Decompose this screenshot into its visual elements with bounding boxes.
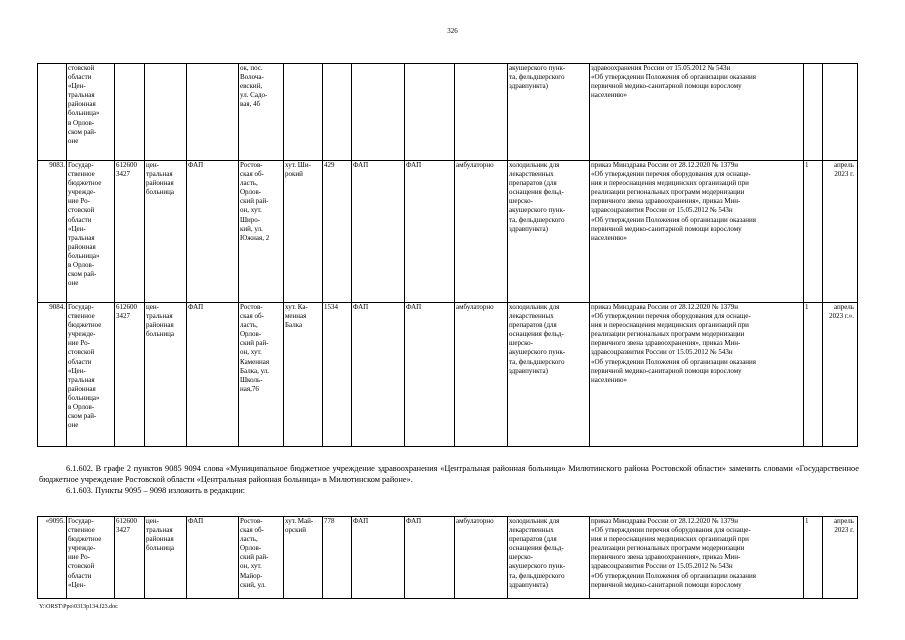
cell-address: Ростов- ская об- ласть, Орлов- ский рай- он, хут. Каменная Балка, ул. Школь- ная,76 (239, 303, 284, 447)
cell-settlement: хут. Ши- рокий (284, 161, 323, 303)
cell-care-form: амбулаторно (455, 161, 508, 303)
cell-settlement (284, 64, 323, 161)
table-row (38, 161, 858, 303)
cell-inn-code: 612600 3427 (115, 303, 145, 447)
cell-quantity: 1 (804, 517, 823, 599)
cell-regulation-order: приказ Минздрава России от 28.12.2020 № 1379н «Об утверждении перечня оборудования для оснаще- ния и переоснащения медицинских организаций при реализации региональных программ модернизации первичного звена здравоохранения», приказ Мин- здравсоцразвития России от 15.05.2012 № 543н «Об утверждении Положения об организации оказания первичной медико-санитарной помощи взрослому населению» (590, 161, 804, 303)
cell-equipment: акушерского пунк- та, фельдшерского здравпункта) (508, 64, 590, 161)
cell-inn-code (115, 64, 145, 161)
cell-regulation-order: здравоохранения России от 15.05.2012 № 543н «Об утверждении Положения об организации оказания первичной медико-санитарной помощи взрослому населению» (590, 64, 804, 161)
cell-settlement: хут. Ка- менная Балка (284, 303, 323, 447)
cell-facility-kind (352, 64, 405, 161)
cell-population: 778 (323, 517, 352, 599)
cell-care-form (455, 64, 508, 161)
cell-institution-name: Государ- ственное бюджетное учрежде- ние Ро- стовской области «Цен- тральная районная больница» в Орлов- ском рай- оне (67, 303, 115, 447)
cell-equipment: холодильник для лекарственных препаратов (для оснащения фельд- шерско- акушерского пунк- та, фельдшерского здравпункта) (508, 161, 590, 303)
cell-settlement: хут. Май- орский (284, 517, 323, 599)
equipment-table-top (37, 63, 858, 447)
cell-regulation-order: приказ Минздрава России от 28.12.2020 № 1379н «Об утверждении перечня оборудования для оснаще- ния и переоснащения медицинских организаций при реализации региональных программ модернизации первичного звена здравоохранения», приказ Мин- здравсоцразвития России от 15.05.2012 № 543н «Об утверждении Положения об организации оказания первичной медико-санитарной помощи взрослому населению» (590, 303, 804, 447)
cell-facility-kind: ФАП (352, 161, 405, 303)
document-file-path: Y:\ORST\Ppo\0313p134.f23.doc (39, 604, 118, 610)
cell-population (323, 64, 352, 161)
cell-facility-subtype: ФАП (405, 303, 455, 447)
cell-inn-code: 612600 3427 (115, 517, 145, 599)
table-row (38, 517, 858, 599)
cell-inn-code: 612600 3427 (115, 161, 145, 303)
cell-address: Ростов- ская об- ласть, Орлов- ский рай- он, хут. Широ- кий, ул. Южная, 2 (239, 161, 284, 303)
cell-facility-subtype: ФАП (405, 161, 455, 303)
cell-quantity: 1 (804, 303, 823, 447)
cell-address: ок, пос. Волоча- евский, ул. Садо- вая, 4б (239, 64, 284, 161)
cell-deadline: апрель 2023 г. (823, 517, 858, 599)
table-row (38, 64, 858, 161)
cell-care-form: амбулаторно (455, 517, 508, 599)
equipment-table-bottom (37, 516, 858, 599)
cell-institution-name: Государ- ственное бюджетное учрежде- ние Ро- стовской области «Цен- (67, 517, 115, 599)
cell-row-number: 9083. (38, 161, 67, 303)
cell-facility-subtype: ФАП (405, 517, 455, 599)
cell-row-number: 9084. (38, 303, 67, 447)
cell-deadline (823, 64, 858, 161)
cell-equipment: холодильник для лекарственных препаратов (для оснащения фельд- шерско- акушерского пунк- та, фельдшерского здравпункта) (508, 517, 590, 599)
table-row (38, 303, 858, 447)
cell-care-form: амбулаторно (455, 303, 508, 447)
cell-institution-name: Государ- ственное бюджетное учрежде- ние Ро- стовской области «Цен- тральная районная больница» в Орлов- ском рай- оне (67, 161, 115, 303)
cell-holder: цен- тральная районная больница (145, 161, 187, 303)
cell-facility-type: ФАП (187, 303, 239, 447)
cell-population: 429 (323, 161, 352, 303)
paragraph-6-1-603: 6.1.603. Пункты 9095 – 9098 изложить в редакции: (66, 486, 246, 495)
cell-address: Ростов- ская об- ласть, Орлов- ский рай- он, хут. Майор- ский, ул. (239, 517, 284, 599)
cell-facility-type: ФАП (187, 517, 239, 599)
cell-deadline: апрель 2023 г.». (823, 303, 858, 447)
cell-facility-kind: ФАП (352, 303, 405, 447)
cell-facility-subtype (405, 64, 455, 161)
cell-row-number (38, 64, 67, 161)
cell-facility-type: ФАП (187, 161, 239, 303)
cell-regulation-order: приказ Минздрава России от 28.12.2020 № 1379н «Об утверждении перечня оборудования для оснаще- ния и переоснащения медицинских организаций при реализации региональных программ модернизации первичного звена здравоохранения», приказ Мин- здравсоцразвития России от 15.05.2012 № 543н «Об утверждении Положения об организации оказания первичной медико-санитарной помощи взрослому (590, 517, 804, 599)
page-number: 326 (447, 27, 458, 35)
cell-holder: цен- тральная районная больница (145, 303, 187, 447)
cell-row-number: «9095. (38, 517, 67, 599)
cell-quantity (804, 64, 823, 161)
paragraph-6-1-602: 6.1.602. В графе 2 пунктов 9085 9094 слова «Муниципальное бюджетное учреждение здравоохранения «Центральная районная больница» Милютинского района Ростовской области» заменить словами «Государственное бюджетное учреждение Ростовской области «Центральная районная больница» в Милютинском районе». (39, 464, 859, 484)
cell-institution-name: стовской области «Цен- тральная районная больница» в Орлов- ском рай- оне (67, 64, 115, 161)
cell-facility-kind: ФАП (352, 517, 405, 599)
cell-holder: цен- тральная районная больница (145, 517, 187, 599)
cell-facility-type (187, 64, 239, 161)
cell-population: 1534 (323, 303, 352, 447)
cell-holder (145, 64, 187, 161)
cell-quantity: 1 (804, 161, 823, 303)
cell-deadline: апрель 2023 г. (823, 161, 858, 303)
cell-equipment: холодильник для лекарственных препаратов (для оснащения фельд- шерско- акушерского пунк- та, фельдшерского здравпункта) (508, 303, 590, 447)
